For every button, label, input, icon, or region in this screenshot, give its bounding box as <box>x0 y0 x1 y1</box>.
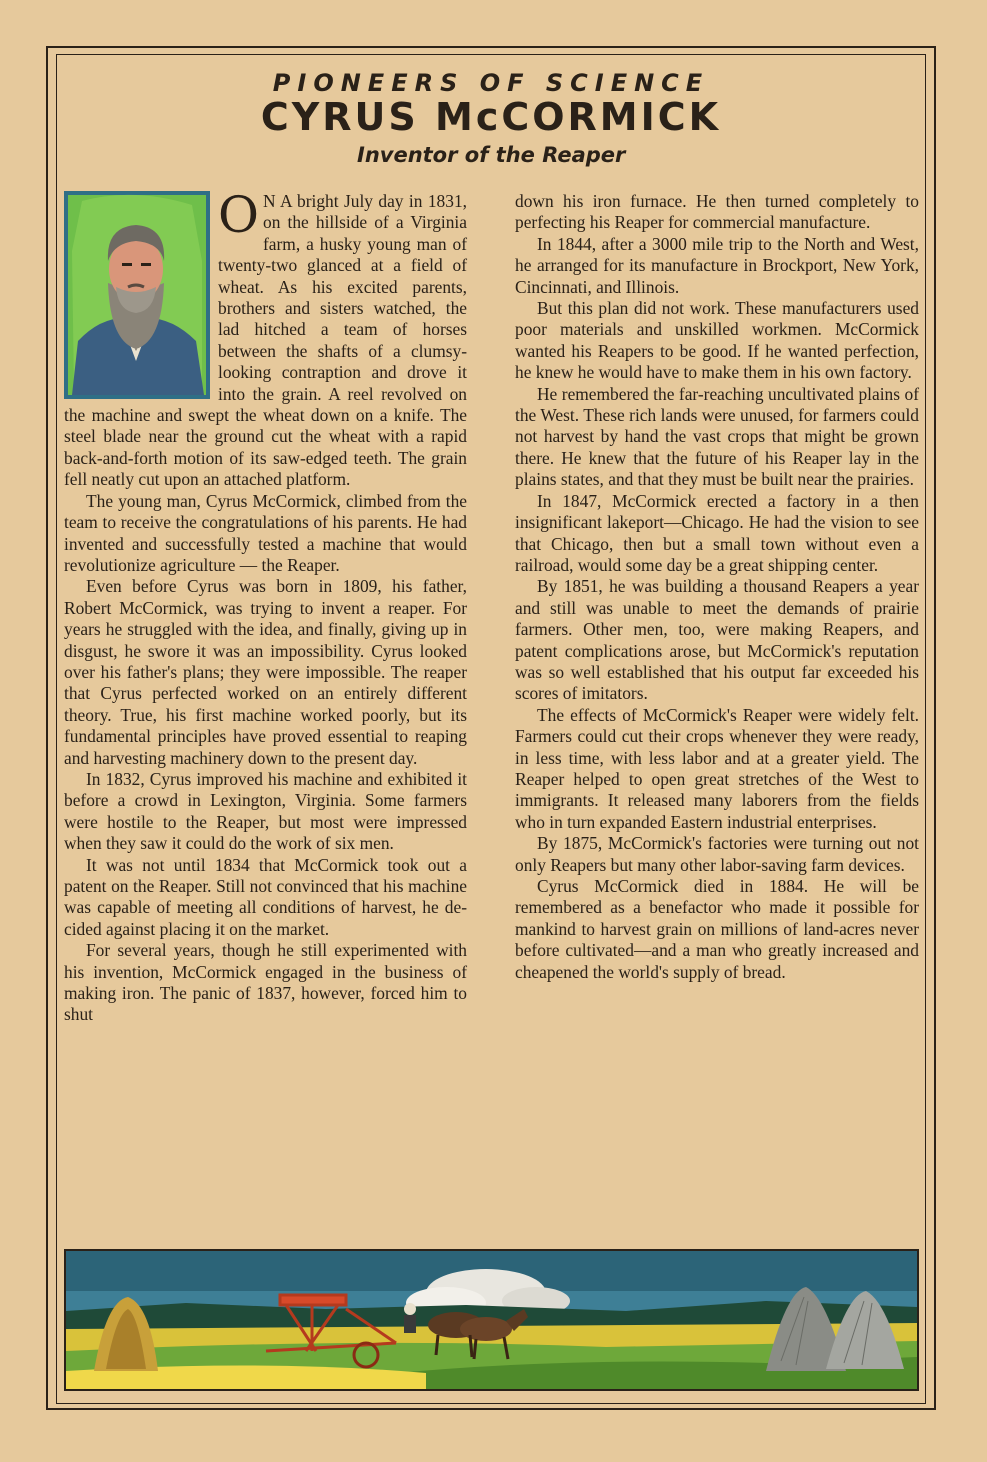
article-title: CYRUS McCORMICK <box>260 95 722 139</box>
paragraph: But this plan did not work. These manufacturers used poor materials and unskilled workmen. McCormick wanted his Reapers to be good. If he wanted perfection, he knew he would have to make them in his own factory. <box>515 298 919 383</box>
portrait-illustration <box>64 191 210 399</box>
article-subtitle: Inventor of the Reaper <box>357 143 626 167</box>
paragraph: By 1875, McCormick's factories were turning out not only Reapers but many other labor-saving farm devices. <box>515 833 919 875</box>
paragraph: Cyrus McCormick died in 1884. He will be remembered as a benefactor who made it possible for mankind to harvest grain on millions of land-acres never before cultivated—and a man who greatly increased and cheapened the world's supply of bread. <box>515 876 919 982</box>
paragraph: Even before Cyrus was born in 1809, his father, Robert McCormick, was trying to invent a reaper. For years he struggled with the idea, and finally, giving up in disgust, he swore it was an impossibility. Cyrus looked over his father's plans; they were impossible. The reaper that Cyrus perfected worked on an entirely different theory. True, his first machine worked poorly, but its fundamental principles have proved essential to reaping and harvesting machinery down to the present day. <box>64 576 467 768</box>
series-title: PIONEERS OF SCIENCE <box>272 69 710 97</box>
paragraph: The young man, Cyrus McCormick, climbed from the team to receive the congratulations of his parents. He had invented and successfully tested a machine that would revolutionize agriculture — the Reaper. <box>64 490 467 575</box>
paragraph: For several years, though he still experimented with his invention, McCormick engaged in the business of making iron. The panic of 1837, however, forced him to shut <box>64 940 467 1025</box>
left-column <box>64 186 467 1026</box>
paragraph: By 1851, he was building a thousand Reapers a year and still was unable to meet the demands of prairie farmers. Other men, too, were making Reapers, and patent complications arose, but McCormick's reputation was so well established that his output far exceeded his scores of imitators. <box>515 576 919 704</box>
right-column <box>515 191 919 983</box>
paragraph: It was not until 1834 that McCormick took out a patent on the Reaper. Still not convinced that his machine was capable of meeting all conditions of harvest, he decided against placing it on the market. <box>64 854 467 939</box>
harvest-scene-illustration <box>64 1249 919 1391</box>
continued-paragraph: down his iron furnace. He then turned completely to perfecting his Reaper for commercial manufacture. <box>515 191 919 233</box>
paragraph: He remembered the far-reaching uncultivated plains of the West. These rich lands were unused, for farmers could not harvest by hand the vast crops that might be grown there. He knew that the future of his Reaper lay in the plains states, and that they must be built near the prairies. <box>515 383 919 490</box>
paragraph: In 1847, McCormick erected a factory in a then insignificant lakeport—Chicago. He had the vision to see that Chicago, then but a small town without even a railroad, would some day be a great shipping center. <box>515 490 919 575</box>
page-frame <box>46 46 936 1410</box>
drop-cap: O <box>218 186 259 244</box>
paragraph: The effects of McCormick's Reaper were widely felt. Farmers could cut their crops whenever they were ready, in less time, with less labor and at a greater yield. The Reaper helped to open great stretches of the West to immigrants. It released many laborers from the fields who in turn expanded Eastern industrial enterprises. <box>515 704 919 832</box>
paragraph: In 1832, Cyrus improved his machine and exhibited it before a crowd in Lexington, Virginia. Some farmers were hostile to the Reaper, but most were impressed when they saw it could do the work of six men. <box>64 768 467 854</box>
inner-frame <box>56 54 926 1404</box>
lead-text: N A bright July day in 1831, on the hillside of a Virginia farm, a husky young man of twenty-two glanced at a field of wheat. As his excited parents, brothers and sisters watched, the lad hitched a team of horses between the shafts of a clumsy-looking contraption and drove it into the grain. A reel revolved on the machine and swept the wheat down on a knife. The steel blade near the ground cut the wheat with a rapid back-and-forth motion of its saw-edged teeth. The grain fell neatly cut upon an attached platform. <box>64 191 467 490</box>
paragraph: In 1844, after a 3000 mile trip to the North and West, he arranged for its manufacture in Brockport, New York, Cincinnati, and Illinois. <box>515 233 919 297</box>
